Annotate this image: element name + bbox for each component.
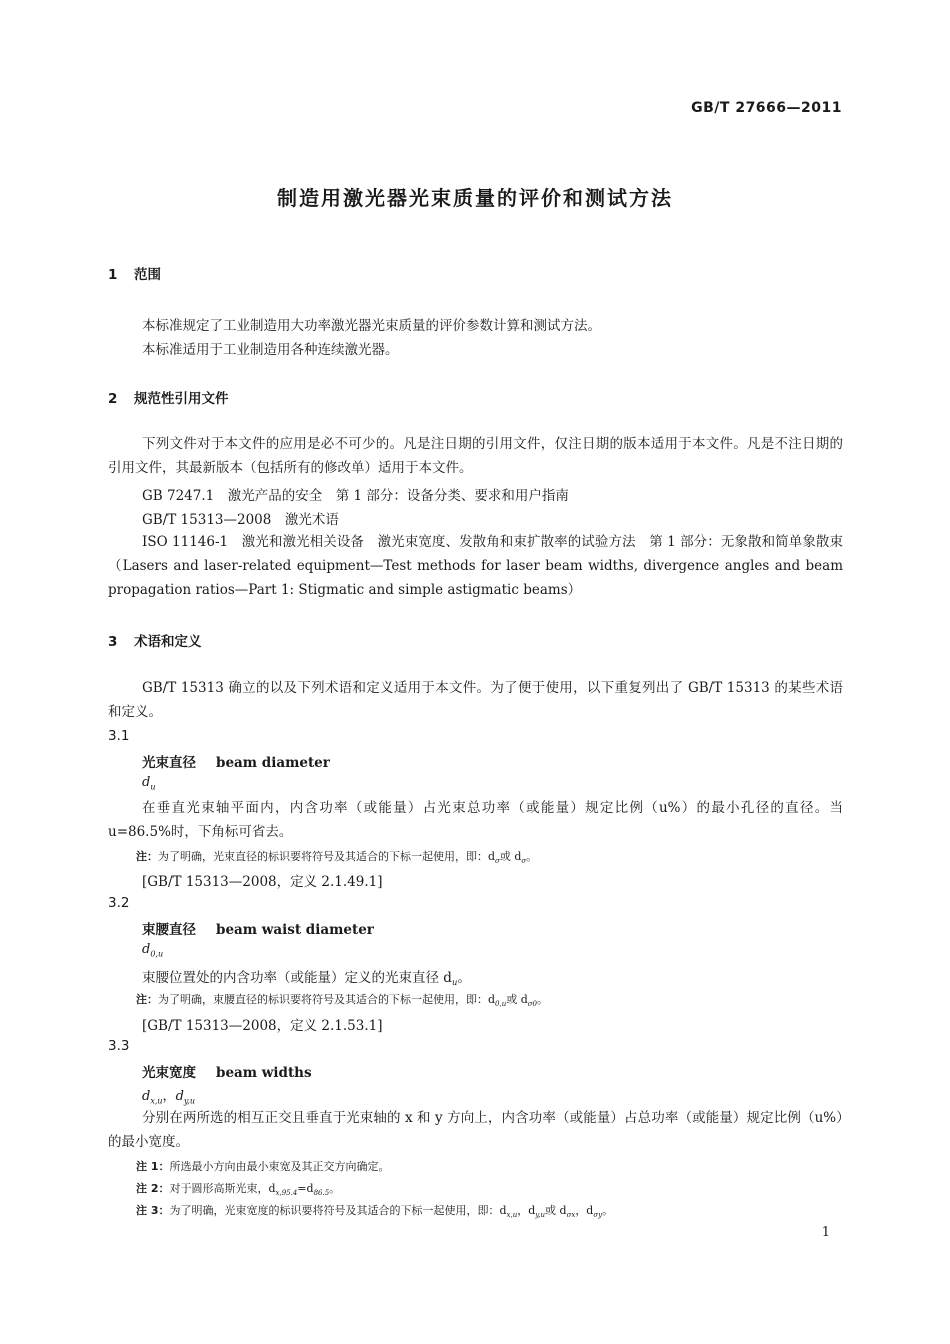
note-text: 或 d [499,850,522,863]
note-text: 为了明确，束腰直径的标识要将符号及其适合的下标一起使用，即：d [158,993,496,1006]
definition-subscript: u [451,977,458,987]
note-label: 注 3： [136,1204,170,1217]
symbol-main: d [175,1089,184,1104]
note-subscript: σx [566,1211,576,1220]
term-note [136,848,537,865]
note-text: 为了明确，光束宽度的标识要将符号及其适合的下标一起使用，即：d [169,1204,507,1217]
definition-text: 束腰位置处的内含功率（或能量）定义的光束直径 d [142,970,452,986]
section-title: 范围 [134,267,161,283]
note-subscript: 0,u [495,1000,507,1009]
term-symbol [142,1085,195,1106]
section-2-heading [108,387,229,407]
note-text: 。 [537,993,549,1006]
note-text: ，d [575,1204,594,1217]
note-subscript: σ [521,857,527,866]
symbol-separator: ， [162,1089,176,1104]
note-label: 注 1： [136,1160,170,1173]
term-name-cn: 光束宽度 [142,1065,196,1081]
symbol-main: d [142,1089,151,1104]
term-number: 3.2 [108,895,130,911]
reference-item: GB/T 15313—2008 激光术语 [142,512,339,528]
term-definition: 在垂直光束轴平面内，内含功率（或能量）占光束总功率（或能量）规定比例（u%）的最小孔径的直径。当 u=86.5%时，下角标可省去。 [108,800,843,840]
section-title: 术语和定义 [134,634,202,650]
note-text: ，d [517,1204,536,1217]
term-note-1 [136,1158,389,1174]
term-name-en: beam widths [216,1065,312,1081]
note-text: 或 d [545,1204,567,1217]
note-text: 对于圆形高斯光束，d [169,1182,276,1195]
note-text: 或 d [506,993,528,1006]
note-text: 。 [329,1182,341,1195]
term-name-cn: 光束直径 [142,755,196,771]
definition-text: 。 [457,970,471,986]
note-subscript: σ0 [527,1000,538,1009]
symbol-subscript: y,u [183,1096,196,1106]
note-text: 。 [602,1204,614,1217]
term-symbol [142,775,155,792]
section-number: 1 [108,267,118,283]
note-text: 。 [526,850,538,863]
page-number: 1 [821,1225,830,1240]
section-3-intro: GB/T 15313 确立的以及下列术语和定义适用于本文件。为了便于使用，以下重复列出了 GB/T 15313 的某些术语和定义。 [108,680,843,720]
note-subscript: x,u [506,1211,518,1220]
term-definition [142,966,471,987]
term-note-2 [136,1180,340,1197]
term-number: 3.1 [108,728,130,744]
section-1-heading [108,263,161,283]
section-title: 规范性引用文件 [134,391,229,407]
note-subscript: σy [593,1211,603,1220]
note-label: 注 2： [136,1182,170,1195]
term-name-en: beam diameter [216,755,330,771]
note-label: 注： [136,850,158,863]
term-definition: 分别在两所选的相互正交且垂直于光束轴的 x 和 y 方向上，内含功率（或能量）占总功率（或能量）规定比例（u%）的最小宽度。 [108,1110,843,1150]
term-name [142,1061,312,1081]
term-note [136,991,548,1008]
section-3-heading [108,630,202,650]
note-subscript: x,95.4 [275,1189,298,1198]
term-source: [GB/T 15313—2008，定义 2.1.49.1] [142,874,383,890]
note-subscript: y,u [535,1211,546,1220]
symbol-subscript: x,u [150,1096,163,1106]
section-2-intro: 下列文件对于本文件的应用是必不可少的。凡是注日期的引用文件，仅注日期的版本适用于本文件。凡是不注日期的引用文件，其最新版本（包括所有的修改单）适用于本文件。 [108,436,843,476]
section-number: 3 [108,634,118,650]
section-1-paragraph-1: 本标准规定了工业制造用大功率激光器光束质量的评价参数计算和测试方法。 [142,318,601,334]
section-number: 2 [108,391,118,407]
note-subscript: 86.5 [313,1189,330,1198]
section-1-paragraph-2: 本标准适用于工业制造用各种连续激光器。 [142,342,399,358]
symbol-subscript: u [150,782,156,792]
document-title: 制造用激光器光束质量的评价和测试方法 [277,186,673,210]
term-symbol [142,942,163,959]
note-text: =d [297,1182,314,1195]
term-name-cn: 束腰直径 [142,922,196,938]
term-name [142,751,330,771]
term-name [142,918,374,938]
standard-code: GB/T 27666—2011 [691,100,842,116]
symbol-subscript: 0,u [150,949,164,959]
note-text: 为了明确，光束直径的标识要将符号及其适合的下标一起使用，即：d [158,850,496,863]
term-number: 3.3 [108,1038,130,1054]
symbol-main: d [142,775,151,790]
note-subscript: σ [495,857,500,866]
term-name-en: beam waist diameter [216,922,374,938]
term-note-3 [136,1202,613,1219]
symbol-main: d [142,942,151,957]
term-source: [GB/T 15313—2008，定义 2.1.53.1] [142,1018,383,1034]
reference-item: GB 7247.1 激光产品的安全 第 1 部分：设备分类、要求和用户指南 [142,488,569,504]
note-label: 注： [136,993,158,1006]
note-text: 所选最小方向由最小束宽及其正交方向确定。 [169,1160,390,1173]
reference-item: ISO 11146-1 激光和激光相关设备 激光束宽度、发散角和束扩散率的试验方法 第 1 部分：无象散和简单象散束（Lasers and laser-related equipment—Test methods for laser beam widths, divergence angles and beam propagation ratios—Part 1: Stigmatic and simple astigmatic beams） [108,534,843,598]
